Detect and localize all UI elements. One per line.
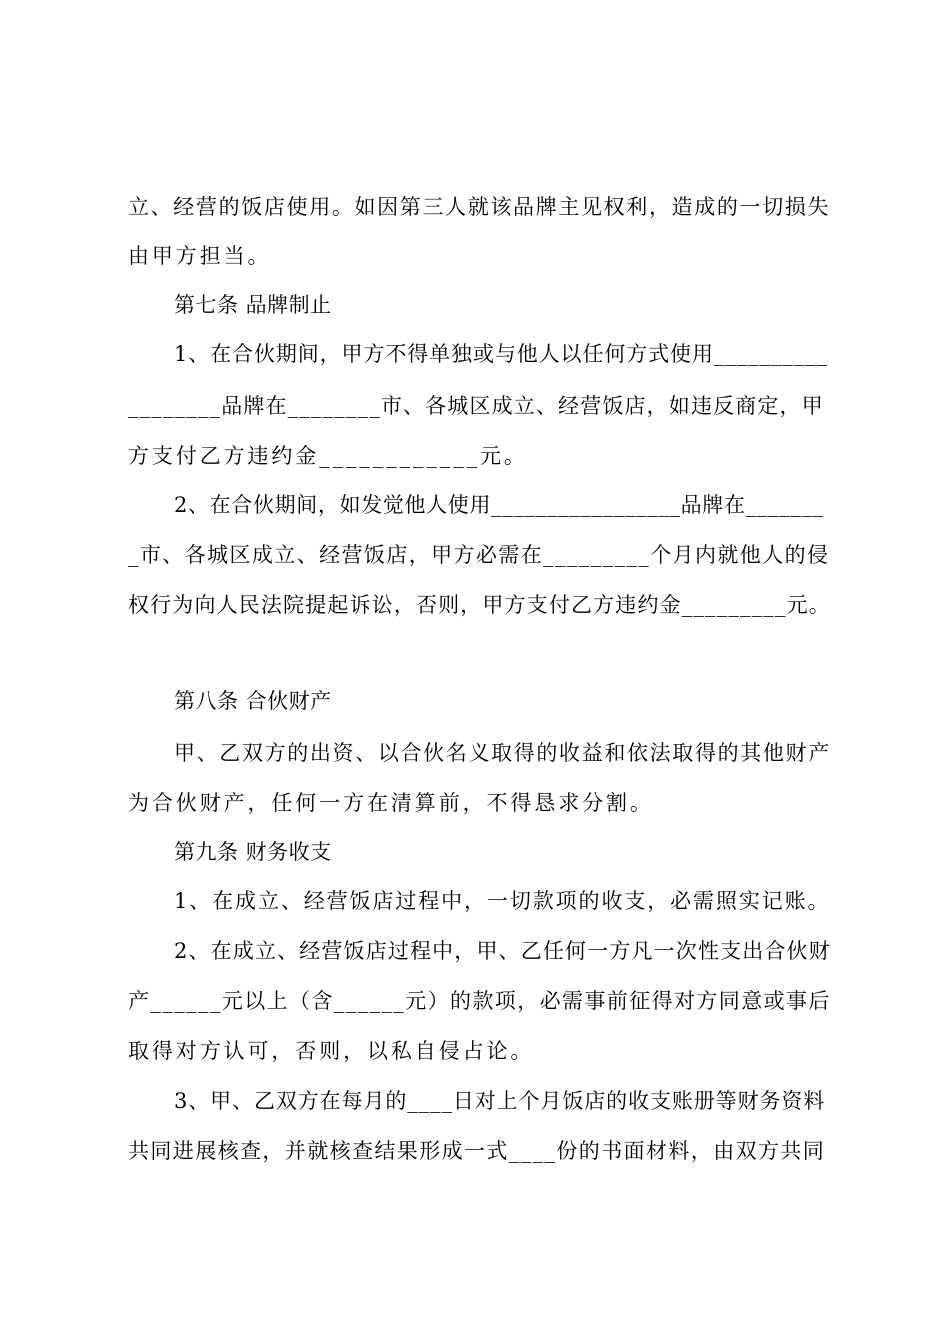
paragraph-line: 为合伙财产，任何一方在清算前，不得恳求分割。 [128,791,654,815]
section-heading-9: 第九条 财务收支 [174,840,332,864]
paragraph-line: 1、在合伙期间，甲方不得单独或与他人以任何方式使用__________ [174,342,828,366]
paragraph-line: 方支付乙方违约金____________元。 [128,444,528,468]
paragraph-line: 2、在合伙期间，如发觉他人使用_________________品牌在_______ [174,493,824,517]
paragraph-line: ________品牌在________市、各城区成立、经营饭店，如违反商定，甲 [128,394,824,418]
paragraph-line: 共同进展核查，并就核查结果形成一式____份的书面材料，由双方共同 [128,1139,826,1163]
paragraph-line: 由甲方担当。 [128,244,272,268]
paragraph-line: 权行为向人民法院提起诉讼，否则，甲方支付乙方违约金_________元。 [128,593,831,617]
paragraph-line: 3、甲、乙双方在每月的____日对上个月饭店的收支账册等财务资料 [174,1089,826,1113]
paragraph-line: 取得对方认可，否则，以私自侵占论。 [128,1039,535,1063]
paragraph-line: 产______元以上（含______元）的款项，必需事前征得对方同意或事后 [128,989,831,1013]
paragraph-line: 立、经营的饭店使用。如因第三人就该品牌主见权利，造成的一切损失 [128,195,831,219]
paragraph-line: 2、在成立、经营饭店过程中，甲、乙任何一方凡一次性支出合伙财 [174,939,831,963]
paragraph-line: 甲、乙双方的出资、以合伙名义取得的收益和依法取得的其他财产 [174,741,831,765]
paragraph-line: 1、在成立、经营饭店过程中，一切款项的收支，必需照实记账。 [174,889,831,913]
section-heading-7: 第七条 品牌制止 [174,293,332,317]
section-heading-8: 第八条 合伙财产 [174,689,332,713]
paragraph-line: _市、各城区成立、经营饭店，甲方必需在_________个月内就他人的侵 [128,543,830,567]
